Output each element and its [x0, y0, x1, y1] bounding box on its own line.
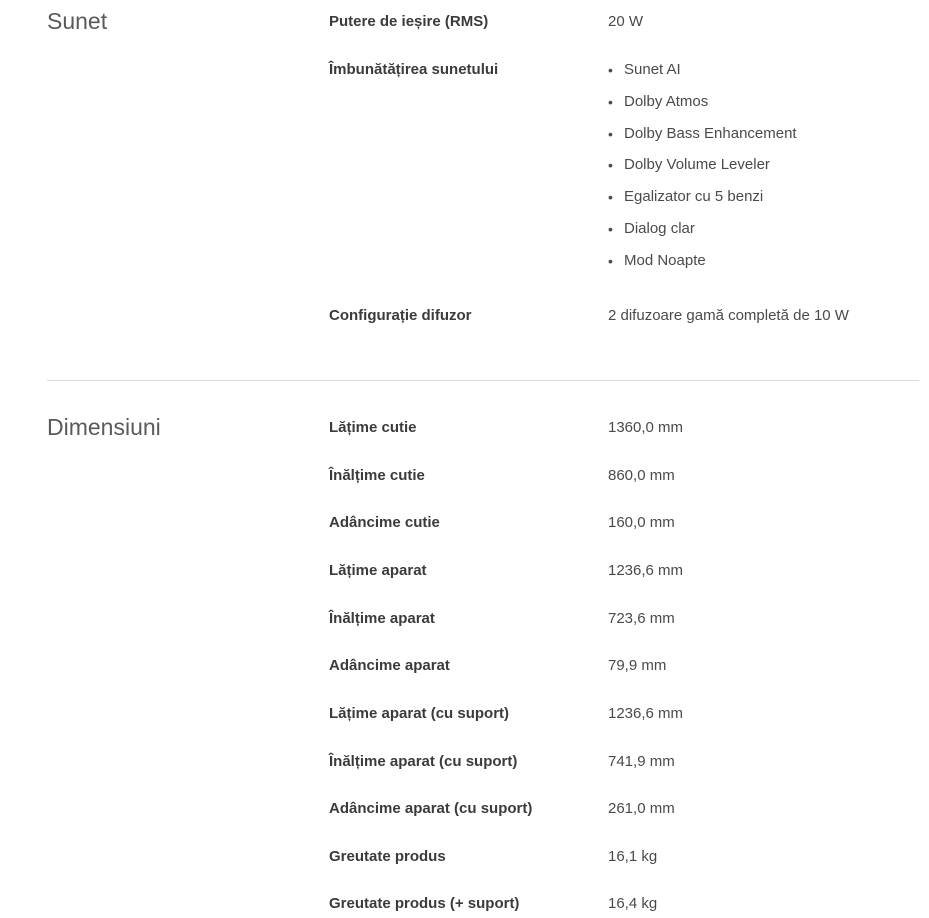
spec-label: Putere de ieșire (RMS) — [329, 13, 489, 30]
section-divider — [47, 380, 919, 381]
spec-label: Greutate produs (+ suport) — [329, 895, 520, 912]
spec-value: 160,0 mm — [608, 514, 675, 531]
spec-label: Înălțime aparat (cu suport) — [329, 753, 518, 770]
spec-value: 16,4 kg — [608, 895, 658, 912]
spec-label: Adâncime aparat (cu suport) — [329, 800, 533, 817]
spec-label: Lățime aparat — [329, 562, 427, 579]
bullet-icon: • — [608, 189, 613, 206]
spec-value-list — [608, 61, 797, 284]
list-item — [608, 125, 797, 157]
spec-label: Greutate produs — [329, 848, 446, 865]
bullet-icon: • — [608, 125, 613, 142]
spec-label: Lățime cutie — [329, 419, 417, 436]
spec-label: Înălțime cutie — [329, 467, 425, 484]
list-item-text: Dialog clar — [624, 219, 695, 237]
list-item — [608, 156, 797, 188]
bullet-icon: • — [608, 157, 613, 174]
list-item — [608, 252, 797, 284]
list-item — [608, 220, 797, 252]
spec-value: 16,1 kg — [608, 848, 658, 865]
bullet-icon: • — [608, 252, 613, 269]
list-item-text: Mod Noapte — [624, 251, 706, 269]
bullet-icon: • — [608, 93, 613, 110]
spec-label: Înălțime aparat — [329, 610, 435, 627]
list-item-text: Dolby Volume Leveler — [624, 156, 770, 174]
section-title: Sunet — [47, 8, 108, 34]
spec-value: 741,9 mm — [608, 753, 675, 770]
list-item-text: Dolby Atmos — [624, 92, 709, 110]
spec-label: Îmbunătățirea sunetului — [329, 61, 499, 78]
spec-value: 261,0 mm — [608, 800, 675, 817]
spec-value: 723,6 mm — [608, 610, 675, 627]
spec-value: 860,0 mm — [608, 467, 675, 484]
spec-value: 1360,0 mm — [608, 419, 684, 436]
spec-label: Configurație difuzor — [329, 307, 472, 324]
list-item-text: Sunet AI — [624, 61, 681, 78]
bullet-icon: • — [608, 220, 613, 237]
spec-value: 79,9 mm — [608, 657, 667, 674]
list-item-text: Egalizator cu 5 benzi — [624, 188, 764, 206]
spec-value: 1236,6 mm — [608, 705, 684, 722]
bullet-icon: • — [608, 62, 613, 78]
list-item — [608, 61, 797, 93]
spec-value: 1236,6 mm — [608, 562, 684, 579]
spec-value: 2 difuzoare gamă completă de 10 W — [608, 307, 849, 324]
spec-label: Adâncime cutie — [329, 514, 440, 531]
list-item — [608, 188, 797, 220]
spec-label: Lățime aparat (cu suport) — [329, 705, 510, 722]
list-item — [608, 93, 797, 125]
section-title: Dimensiuni — [47, 414, 161, 440]
spec-label: Adâncime aparat — [329, 657, 450, 674]
spec-value: 20 W — [608, 13, 644, 30]
list-item-text: Dolby Bass Enhancement — [624, 124, 797, 142]
